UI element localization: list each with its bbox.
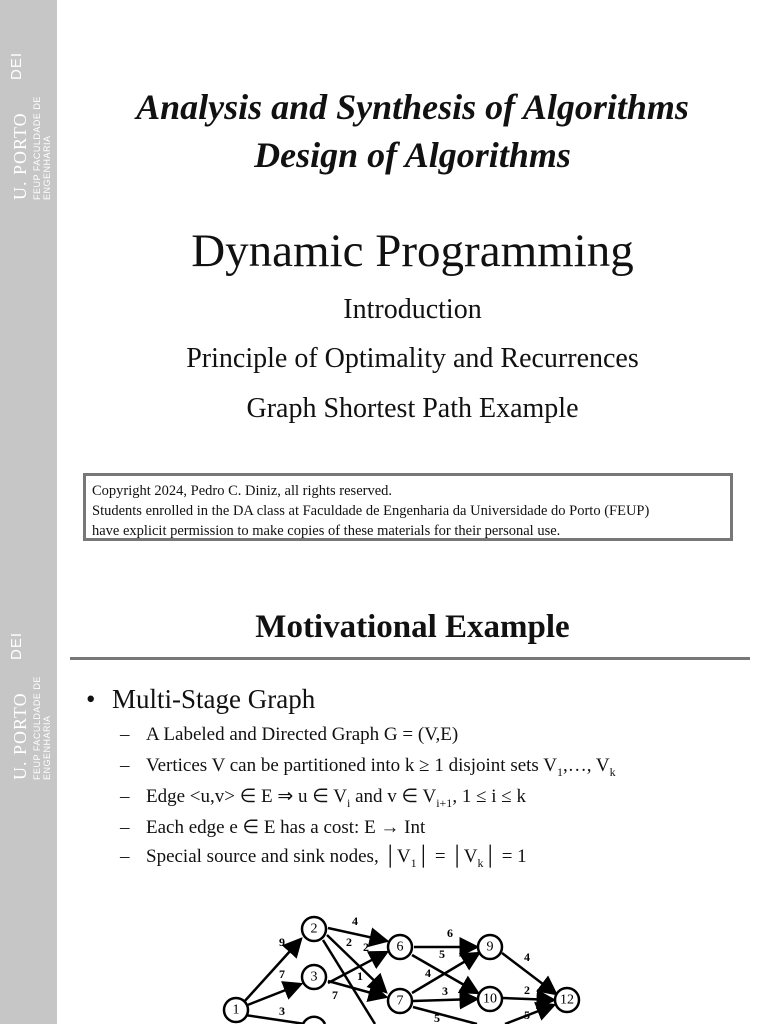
list-item — [120, 755, 616, 786]
copyright-line2: Students enrolled in the DA class at Faculdade de Engenharia da Universidade do Porto (FEUP) — [92, 503, 650, 519]
dei-logo-text-2: DEI — [8, 631, 25, 660]
bullet-text: Multi-Stage Graph — [112, 684, 316, 714]
item-text: , 1 ≤ i ≤ k — [452, 786, 526, 807]
course-title-line1: Analysis and Synthesis of Algorithms — [136, 87, 689, 127]
edge-weight: 2 — [363, 940, 369, 954]
university-logo-bottom — [6, 620, 50, 780]
feup-logo-text: FEUP FACULDADE DE ENGENHARIA — [32, 96, 52, 200]
edge — [245, 984, 301, 1006]
item-text: Edge <u,v> ∈ E ⇒ u ∈ V — [146, 786, 347, 807]
sidebar — [0, 0, 57, 1024]
edge-weight: 4 — [425, 966, 431, 980]
edge-weight: 1 — [357, 969, 363, 983]
edge-weight: 4 — [524, 950, 530, 964]
edge — [503, 998, 554, 1000]
edge — [413, 999, 477, 1001]
edge-weight: 5 — [439, 947, 445, 961]
bullet-dot: • — [86, 684, 96, 714]
list-item — [120, 816, 616, 847]
node-label: 6 — [396, 939, 404, 955]
edge-weight: 2 — [346, 935, 352, 949]
subscript: k — [609, 764, 616, 779]
item-text: A Labeled and Directed Graph G = (V,E) — [146, 724, 459, 745]
edge-weight: 4 — [352, 914, 358, 928]
subscript: k — [477, 855, 484, 870]
node-label: 12 — [560, 992, 574, 1008]
bullet-multistage — [86, 684, 315, 715]
feup-logo-text-2: FEUP FACULDADE DE ENGENHARIA — [32, 676, 52, 780]
item-text: ,…, V — [562, 754, 610, 776]
item-text: │ = 1 — [483, 846, 527, 867]
list-item — [120, 724, 616, 755]
edge — [243, 939, 301, 1003]
dash: – — [120, 786, 130, 807]
dash: – — [120, 724, 130, 745]
uporto-logo-text: U. PORTO — [10, 112, 30, 200]
edge — [328, 928, 387, 941]
dei-logo-text: DEI — [8, 51, 25, 80]
edge — [245, 1015, 305, 1024]
subtitle-graph-example: Graph Shortest Path Example — [246, 393, 579, 424]
subscript: i+1 — [436, 795, 453, 810]
item-text: Special source and sink nodes, │V — [146, 846, 411, 867]
item-text: and v ∈ V — [350, 786, 437, 807]
item-text: Each edge e ∈ E has a cost: E → Int — [146, 816, 426, 838]
edge-weight: 2 — [524, 983, 530, 997]
edge-weight: 7 — [279, 967, 285, 981]
title-divider — [70, 657, 750, 660]
subscript: 1 — [556, 764, 563, 779]
edge-weight: 5 — [524, 1008, 530, 1022]
edge — [413, 1007, 477, 1024]
lecture-title: Dynamic Programming — [191, 225, 634, 277]
node-label: 3 — [310, 969, 318, 985]
multistage-graph — [215, 905, 595, 1024]
copyright-line3: have explicit permission to make copies of these materials for their personal use. — [92, 523, 561, 539]
edge-weight: 6 — [447, 926, 453, 940]
graph-node-partial — [303, 1017, 325, 1024]
edge-weight: 7 — [332, 988, 338, 1002]
node-label: 2 — [310, 921, 318, 937]
subtitle-introduction: Introduction — [343, 294, 482, 325]
subtitle-principle: Principle of Optimality and Recurrences — [186, 343, 639, 374]
edge-weight: 3 — [442, 984, 448, 998]
node-label: 10 — [483, 991, 497, 1007]
slide-title: Motivational Example — [255, 609, 570, 645]
node-label: 1 — [232, 1002, 240, 1018]
node-label: 7 — [396, 993, 404, 1009]
node-label: 9 — [486, 939, 494, 955]
subscript: i — [346, 795, 351, 810]
dash: – — [120, 816, 130, 838]
edge-weight: 9 — [279, 935, 285, 949]
edge-weight: 3 — [279, 1004, 285, 1018]
course-title — [57, 83, 768, 179]
dash: – — [120, 846, 130, 867]
dash: – — [120, 754, 130, 776]
course-title-line2: Design of Algorithms — [254, 135, 571, 175]
edge-weight: 5 — [434, 1011, 440, 1024]
definition-list — [120, 724, 616, 877]
item-text: │ = │V — [416, 846, 478, 867]
list-item — [120, 846, 616, 877]
copyright-line1: Copyright 2024, Pedro C. Diniz, all rights reserved. — [92, 483, 393, 499]
uporto-logo-text-2: U. PORTO — [10, 692, 30, 780]
university-logo-top — [6, 40, 50, 200]
list-item — [120, 785, 616, 816]
copyright-box — [83, 473, 733, 541]
item-text: Vertices V can be partitioned into k ≥ 1 disjoint sets V — [146, 754, 557, 776]
subscript: 1 — [410, 855, 417, 870]
